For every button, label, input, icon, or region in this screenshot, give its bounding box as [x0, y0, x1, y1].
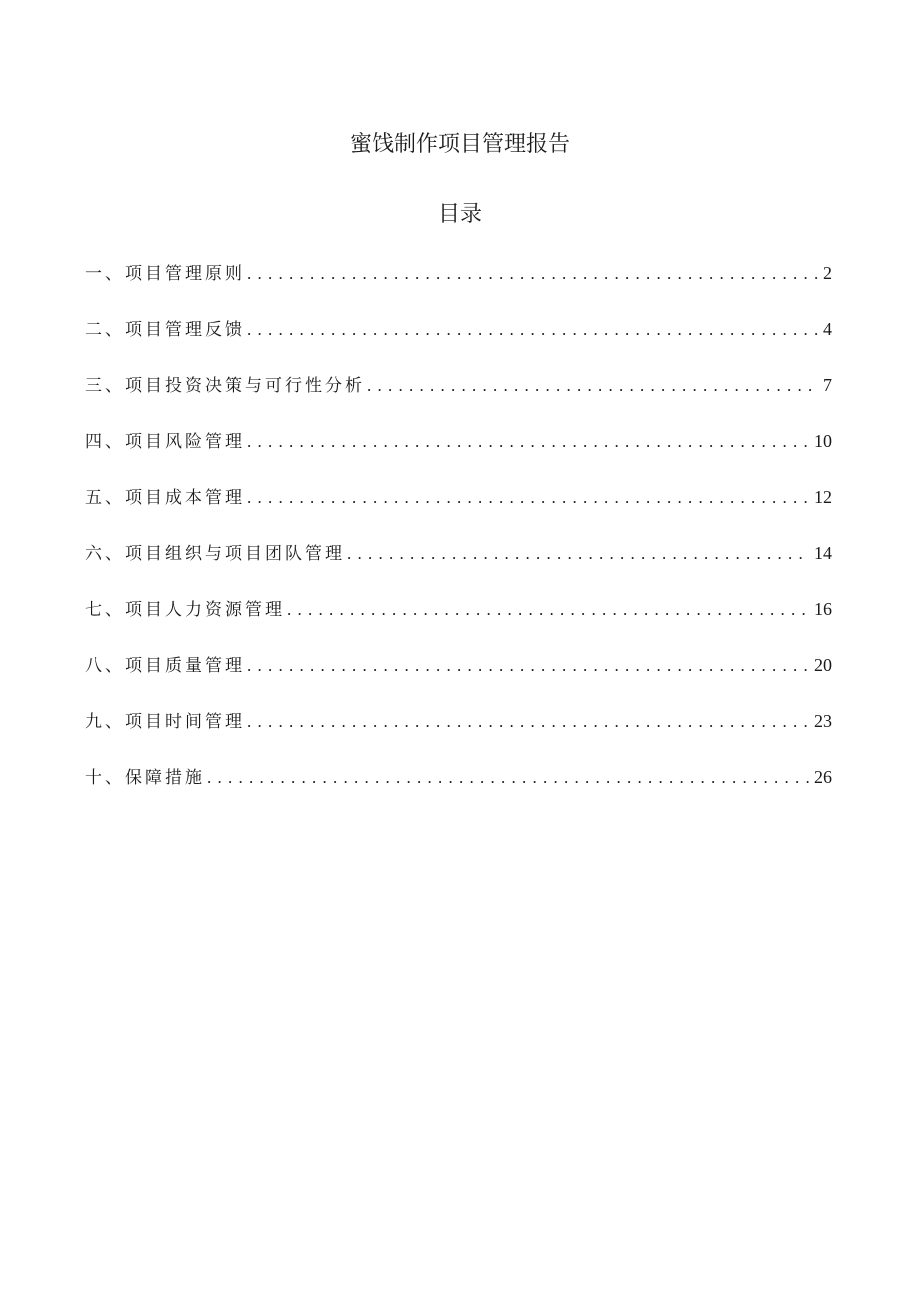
toc-dot-leader — [207, 763, 810, 793]
toc-entry-page: 12 — [814, 487, 832, 507]
toc-dot-leader — [367, 371, 819, 401]
toc-dot-leader — [247, 427, 810, 457]
toc-entry[interactable] — [85, 762, 832, 818]
toc-entry[interactable] — [85, 594, 832, 650]
toc-entry-label: 四、项目风险管理 — [85, 432, 245, 452]
toc-entry[interactable] — [85, 370, 832, 426]
toc-entry[interactable] — [85, 650, 832, 706]
toc-heading: 目录 — [437, 202, 482, 227]
toc-entry-page: 4 — [823, 319, 832, 339]
toc-entry-label: 九、项目时间管理 — [85, 712, 245, 732]
toc-entry[interactable] — [85, 706, 832, 762]
toc-entry[interactable] — [85, 258, 832, 314]
toc-entry-label: 八、项目质量管理 — [85, 656, 245, 676]
toc-entry-page: 16 — [814, 599, 832, 619]
toc-entry-page: 2 — [823, 263, 832, 283]
toc-entry-label: 五、项目成本管理 — [85, 488, 245, 508]
toc-dot-leader — [347, 539, 810, 569]
toc-entry-label: 七、项目人力资源管理 — [85, 600, 285, 620]
toc-entry-label: 十、保障措施 — [85, 768, 205, 788]
toc-entry[interactable] — [85, 538, 832, 594]
toc-entry-label: 六、项目组织与项目团队管理 — [85, 544, 345, 564]
toc-entry-label: 一、项目管理原则 — [85, 264, 245, 284]
toc-entry-page: 7 — [823, 375, 832, 395]
table-of-contents — [85, 258, 832, 818]
toc-dot-leader — [247, 707, 810, 737]
toc-dot-leader — [247, 315, 819, 345]
toc-entry-label: 三、项目投资决策与可行性分析 — [85, 376, 365, 396]
toc-dot-leader — [287, 595, 810, 625]
toc-entry[interactable] — [85, 426, 832, 482]
toc-entry-page: 14 — [814, 543, 832, 563]
toc-dot-leader — [247, 259, 819, 289]
toc-entry[interactable] — [85, 314, 832, 370]
toc-entry-page: 23 — [814, 711, 832, 731]
toc-entry[interactable] — [85, 482, 832, 538]
document-title: 蜜饯制作项目管理报告 — [349, 132, 570, 157]
toc-entry-page: 20 — [814, 655, 832, 675]
toc-dot-leader — [247, 651, 810, 681]
toc-entry-label: 二、项目管理反馈 — [85, 320, 245, 340]
toc-entry-page: 26 — [814, 767, 832, 787]
toc-entry-page: 10 — [814, 431, 832, 451]
toc-dot-leader — [247, 483, 810, 513]
